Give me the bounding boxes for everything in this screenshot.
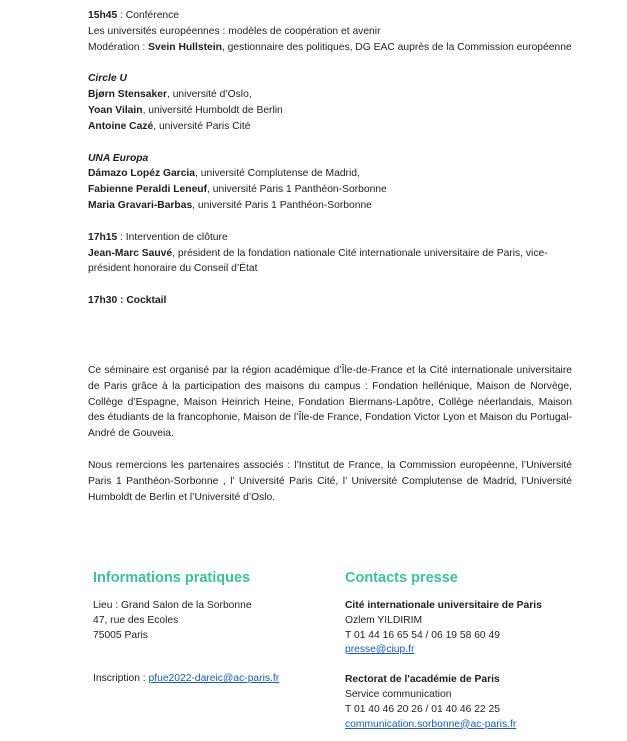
program-section (88, 8, 574, 325)
press-contacts-column (345, 568, 615, 732)
spacer (93, 643, 333, 672)
organization-paragraph: Ce séminaire est organisé par la région académique d’Île-de-France et la Cité internationale universitaire de Paris grâce à la participation des maisons du campus : Fondation hellénique, Maison de Norvège, Collège d’Espagne, Maison Heinrich Heine, Fondation Biermans-Lapôtre, Collège néerlandais, Maison des étudiants de la francophonie, Maison de l’Île-de France, Fondation Victor Lyon et Maison du Portugal-André de Gouveia. (88, 365, 572, 440)
contact-org: Rectorat de l'académie de Paris (345, 674, 500, 686)
cocktail-label: 17h30 : Cocktail (88, 295, 167, 307)
cocktail-line (88, 293, 574, 309)
member-name: Bjørn Stensaker (88, 89, 167, 101)
alliance-name: Circle U (88, 73, 127, 85)
member-name: Yoan Vilain (88, 104, 143, 116)
closing-speaker: Jean-Marc Sauvé (88, 247, 173, 259)
member-line (88, 198, 574, 214)
conference-type: Conférence (125, 10, 180, 21)
member-affiliation: , université Humboldt de Berlin (142, 104, 283, 116)
registration-line (93, 672, 333, 687)
member-affiliation: , université d’Oslo, (166, 89, 252, 101)
moderation-label: Modération : (88, 41, 149, 53)
contact-phone: T 01 40 46 20 26 / 01 40 46 22 25 (345, 703, 500, 715)
conference-title: Les universités européennes : modèles de coopération et avenir (88, 25, 381, 37)
press-contacts-heading: Contacts presse (345, 570, 458, 586)
closing-speaker-role: , président de la fondation nationale Cité internationale universitaire de Paris, vice-président honoraire du Conseil d’État (88, 247, 548, 275)
moderator-role: , gestionnaire des politiques, DG EAC auprès de la Commission européenne (221, 41, 572, 53)
cocktail-block (88, 293, 574, 309)
member-line (88, 119, 574, 135)
member-affiliation: , université Paris Cité (153, 120, 251, 132)
member-affiliation: , université Complutense de Madrid, (195, 168, 360, 180)
spacer (345, 658, 615, 673)
member-name: Dámazo Lopéz Garcia (88, 168, 196, 180)
closing-heading (88, 230, 574, 246)
contact-org: Cité internationale universitaire de Paris (345, 600, 542, 611)
closing-sep: : (117, 231, 126, 243)
practical-info-heading: Informations pratiques (93, 570, 251, 586)
closing-block (88, 230, 574, 277)
conference-time: 15h45 (88, 10, 118, 21)
location-line: Lieu : Grand Salon de la Sorbonne (93, 600, 252, 611)
member-affiliation: , université Paris 1 Panthéon-Sorbonne (192, 199, 372, 211)
alliance-block (88, 71, 574, 134)
registration-label: Inscription : (93, 673, 149, 685)
practical-info-column (93, 568, 333, 687)
address-line: 47, rue des Ecoles (93, 614, 179, 626)
contact-phone: T 01 44 16 65 54 / 06 19 58 60 49 (345, 629, 500, 641)
thanks-paragraph: Nous remercions les partenaires associés : l’Institut de France, la Commission européenne, l’Université Paris 1 Panthéon-Sorbonne , l’ Université Paris Cité, l’ Université Complutense de Madrid, l’Université Humboldt de Berlin et l’Université d’Oslo. (88, 460, 572, 503)
member-line (88, 87, 574, 103)
city-line: 75005 Paris (93, 629, 148, 641)
member-line (88, 166, 574, 182)
registration-email-link[interactable]: pfue2022-dareic@ac-paris.fr (148, 673, 280, 685)
member-line (88, 103, 574, 119)
member-affiliation: , université Paris 1 Panthéon-Sorbonne (207, 184, 387, 196)
contact-person: Service communication (345, 688, 452, 700)
member-name: Fabienne Peraldi Leneuf (88, 184, 208, 196)
conference-block (88, 8, 574, 55)
contact-person: Ozlem YILDIRIM (345, 614, 423, 626)
member-line (88, 182, 574, 198)
member-name: Antoine Cazé (88, 120, 154, 132)
closing-speaker-line (88, 246, 574, 278)
moderation-line (88, 40, 574, 56)
member-name: Maria Gravari-Barbas (88, 199, 193, 211)
contact-email-line (345, 643, 615, 658)
closing-type: Intervention de clôture (125, 231, 228, 243)
conference-sep: : (117, 10, 126, 21)
contact-email-line (345, 718, 615, 733)
alliance-block (88, 151, 574, 214)
alliance-name: UNA Europa (88, 152, 149, 164)
contact-email-link[interactable]: communication.sorbonne@ac-paris.fr (345, 718, 517, 730)
moderator-name: Svein Hullstein (148, 41, 222, 53)
conference-heading (88, 8, 574, 24)
closing-time: 17h15 (88, 231, 118, 243)
contact-email-link[interactable]: presse@ciup.fr (345, 644, 415, 656)
